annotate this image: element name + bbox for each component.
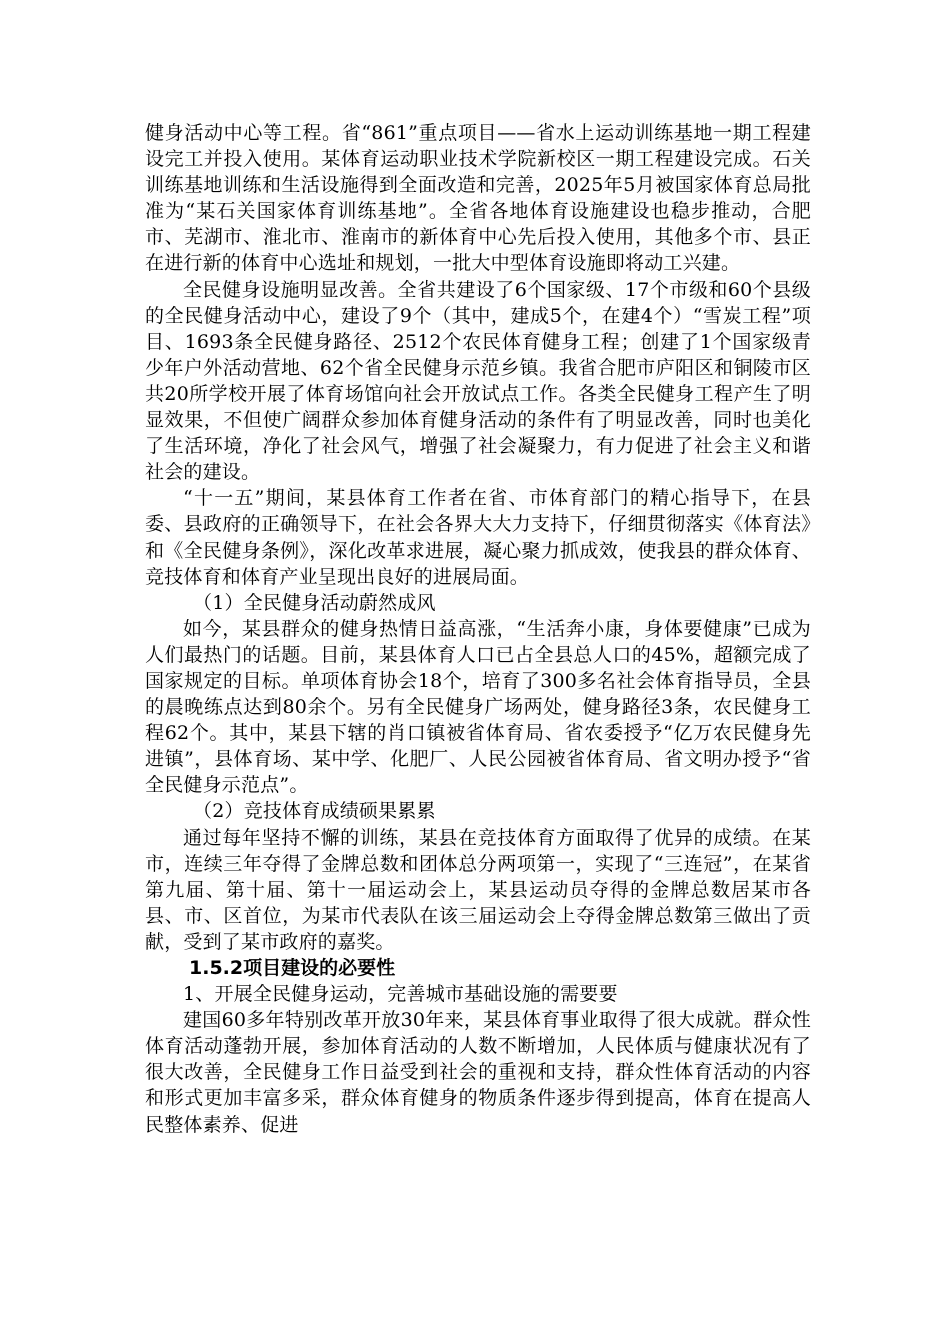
document-body [145,120,811,1138]
paragraph-fitness-facilities: 全民健身设施明显改善。全省共建设了6个国家级、17个市级和60个县级的全民健身活动中心，建设了9个（其中，建成5个，在建4个）“雪炭工程”项目、1693条全民健身路径、2512个农民体育健身工程；创建了1个国家级青少年户外活动营地、62个省全民健身示范乡镇。我省合肥市庐阳区和铜陵市区共20所学校开展了体育场馆向社会开放试点工作。各类全民健身工程产生了明显效果，不但使广阔群众参加体育健身活动的条件有了明显改善，同时也美化了生活环境，净化了社会风气，增强了社会凝聚力，有力促进了社会主义和谐社会的建设。 [145,278,811,484]
paragraph-continuation: 健身活动中心等工程。省“861”重点项目——省水上运动训练基地一期工程建设完工并投入使用。某体育运动职业技术学院新校区一期工程建设完成。石关训练基地训练和生活设施得到全面改造和完善，2025年5月被国家体育总局批准为“某石关国家体育训练基地”。全省各地体育设施建设也稳步推动，合肥市、芜湖市、淮北市、淮南市的新体育中心先后投入使用，其他多个市、县正在进行新的体育中心选址和规划，一批大中型体育设施即将动工兴建。 [145,122,811,275]
subheading-national-fitness: （1）全民健身活动蔚然成风 [193,591,436,614]
section-heading-necessity: 1.5.2项目建设的必要性 [189,957,396,979]
paragraph-competition-results: 通过每年坚持不懈的训练，某县在竞技体育方面取得了优异的成绩。在某市，连续三年夺得了金牌总数和团体总分两项第一，实现了“三连冠”，在某省第九届、第十届、第十一届运动会上，某县运动员夺得的金牌总数居某市各县、市、区首位，为某市代表队在该三届运动会上夺得金牌总数第三做出了贡献，受到了某市政府的嘉奖。 [145,826,811,953]
paragraph-sixty-years: 建国60多年特别改革开放30年来，某县体育事业取得了很大成就。群众性体育活动蓬勃开展，参加体育活动的人数不断增加，人民体质与健康状况有了很大改善，全民健身工作日益受到社会的重视和支持，群众性体育活动的内容和形式更加丰富多采，群众体育健身的物质条件逐步得到提高，体育在提高人民整体素养、促进 [145,1009,811,1136]
subheading-competitive-sports: （2）竞技体育成绩硕果累累 [193,800,436,823]
paragraph-eleventh-five-year: “十一五”期间，某县体育工作者在省、市体育部门的精心指导下，在县委、县政府的正确领导下，在社会各界大大力支持下，仔细贯彻落实《体育法》和《全民健身条例》，深化改革求进展，凝心聚力抓成效，使我县的群众体育、竞技体育和体育产业呈现出良好的进展局面。 [145,487,811,588]
paragraph-point-one: 1、开展全民健身运动，完善城市基础设施的需要要 [183,983,618,1006]
paragraph-fitness-enthusiasm: 如今，某县群众的健身热情日益高涨，“生活奔小康，身体要健康”已成为人们最热门的话题。目前，某县体育人口已占全县总人口的45%，超额完成了国家规定的目标。单项体育协会18个，培育了300多名社会体育指导员，全县的晨晚练点达到80余个。另有全民健身广场两处，健身路径3条，农民健身工程62个。其中，某县下辖的肖口镇被省体育局、省农委授予“亿万农民健身先进镇”，县体育场、某中学、化肥厂、人民公园被省体育局、省文明办授予“省全民健身示范点”。 [145,617,811,797]
